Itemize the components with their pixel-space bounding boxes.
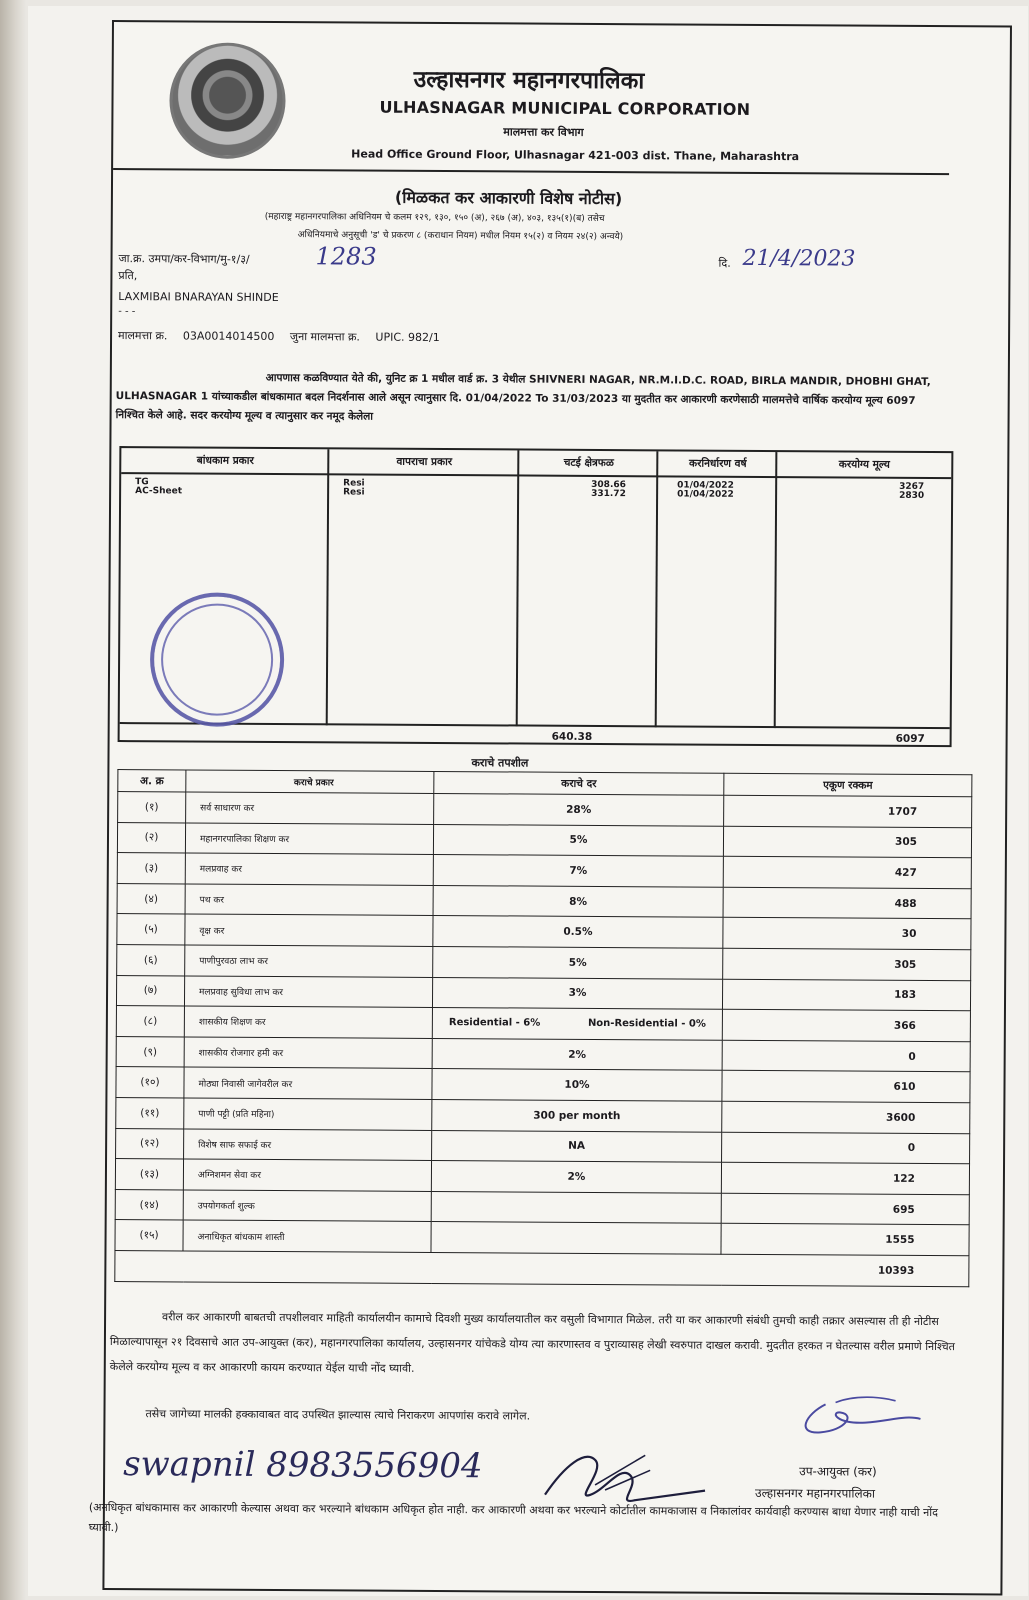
tax-rate: 8% bbox=[433, 885, 723, 917]
binding-edge bbox=[0, 0, 26, 1600]
intro-paragraph: आपणास कळविण्यात येते की, युनिट क्र 1 मधील वार्ड क्र. 3 येथील SHIVNERI NAGAR, NR.M.I.D.C. ROAD, BIRLA MANDIR, DHOBHI GHAT, ULHASNAGAR 1 यांच्याकडील बांधकामात बदल निदर्शनास आले असून त्यानुसार दि. 01/04/2022 To 31/03/2023 या मुदतीत कर आकारणी करणेसाठी मालमत्तेचे वार्षिक करयोग्य मूल्य 6097 निश्चित केले आहे. सदर करयोग्य मूल्य व त्यानुसार कर नमूद केलेला bbox=[115, 371, 931, 423]
assess-header-value: करयोग्य मूल्य bbox=[838, 458, 890, 471]
tax-rate-residential bbox=[449, 1018, 540, 1030]
assess-header-area: चटई क्षेत्रफळ bbox=[563, 456, 614, 470]
header-address: Head Office Ground Floor, Ulhasnagar 421-003 dist. Thane, Maharashtra bbox=[351, 147, 800, 164]
signatory-role: उप-आयुक्त (कर) bbox=[799, 1464, 877, 1479]
header-divider bbox=[113, 168, 949, 175]
nonresidential-label: Non-Residential - bbox=[587, 1018, 686, 1030]
tax-amount: 610 bbox=[722, 1071, 970, 1103]
tax-amount: 30 bbox=[723, 918, 971, 950]
tax-sn: (१३) bbox=[115, 1159, 183, 1190]
assess-construction-1: TG bbox=[135, 477, 149, 488]
assess-cell-year bbox=[677, 481, 734, 499]
tax-sn: (७) bbox=[116, 975, 184, 1006]
tax-total-blank bbox=[115, 1250, 183, 1281]
tax-rate: 0.5% bbox=[433, 916, 723, 948]
reference-label: जा.क्र. उमपा/कर-विभाग/मु-१/३/ bbox=[118, 252, 250, 266]
tax-rate: NA bbox=[432, 1130, 722, 1162]
assess-cell-usage bbox=[343, 479, 365, 497]
header-title-marathi: उल्हासनगर महानगरपालिका bbox=[413, 66, 645, 95]
tax-amount: 3600 bbox=[722, 1101, 970, 1133]
assess-header-usage: वापराचा प्रकार bbox=[396, 455, 453, 469]
tax-name: उपयोगकर्ता शुल्क bbox=[183, 1190, 431, 1222]
tax-sn: (८) bbox=[116, 1006, 184, 1037]
tax-amount: 427 bbox=[723, 856, 971, 888]
official-seal-stamp-icon bbox=[150, 592, 285, 727]
assess-cell-value bbox=[899, 483, 924, 501]
assess-header-year: करनिर्धारण वर्ष bbox=[688, 457, 747, 470]
assess-year-1: 01/04/2022 bbox=[677, 480, 734, 491]
tax-sn: (४) bbox=[117, 883, 185, 914]
notice-title: (मिळकत कर आकारणी विशेष नोटीस) bbox=[394, 187, 623, 209]
tax-rate bbox=[431, 1191, 721, 1223]
tax-rate: 5% bbox=[433, 946, 723, 978]
tax-name: महानगरपालिका शिक्षण कर bbox=[185, 823, 433, 855]
residential-rate: 6% bbox=[523, 1017, 541, 1030]
old-property-label: जुना मालमत्ता क्र. bbox=[289, 330, 360, 344]
tax-details-table bbox=[114, 769, 972, 1287]
tax-sn: (१४) bbox=[115, 1189, 183, 1220]
tax-name: अनाधिकृत बांधकाम शास्ती bbox=[183, 1220, 431, 1252]
assess-value-2: 2830 bbox=[899, 490, 925, 501]
to-label: प्रति, bbox=[118, 269, 138, 283]
tax-name: शासकीय शिक्षण कर bbox=[184, 1006, 432, 1038]
assess-area-1: 308.66 bbox=[591, 479, 626, 491]
nonresidential-rate: 0% bbox=[688, 1018, 706, 1031]
ownership-note: तसेच जागेच्या मालकी हक्कावाबत वाद उपस्थित झाल्यास त्याचे निराकरण आपणांस करावे लागेल. bbox=[145, 1407, 531, 1423]
corporation-logo-icon bbox=[169, 42, 286, 159]
tax-rate: 5% bbox=[433, 824, 723, 856]
tax-sn: (३) bbox=[117, 853, 185, 884]
tax-sn: (११) bbox=[116, 1097, 184, 1128]
tax-rate: 2% bbox=[431, 1161, 721, 1193]
tax-rate-nonresidential bbox=[588, 1018, 706, 1030]
tax-amount: 305 bbox=[723, 948, 971, 980]
tax-header-name: कराचे प्रकार bbox=[186, 770, 434, 794]
assess-area-2: 331.72 bbox=[591, 488, 626, 500]
tax-amount: 122 bbox=[721, 1162, 969, 1194]
assess-total-value: 6097 bbox=[895, 732, 925, 745]
tax-name: मोठ्या निवासी जागेवरील कर bbox=[184, 1067, 432, 1099]
tax-sn: (९) bbox=[116, 1036, 184, 1067]
tax-name: वृक्ष कर bbox=[185, 914, 433, 946]
assess-usage-2: Resi bbox=[343, 487, 365, 498]
reference-number-handwritten: 1283 bbox=[315, 242, 377, 271]
tax-name: मलप्रवाह कर bbox=[185, 853, 433, 885]
header-department: मालमत्ता कर विभाग bbox=[503, 125, 584, 139]
handwritten-note: swapnil 8983556904 bbox=[123, 1444, 483, 1487]
owner-dashes: - - - bbox=[118, 306, 136, 318]
legal-footnote: (अनधिकृत बांधकामास कर आकारणी केल्यास अथवा कर भरल्याने बांधकाम अधिकृत होत नाही. कर आकारणी अथवा कर भरल्याने कोर्टातील कामकाजास व निकालांवर कार्यवाही करण्यास बाधा येणार नाही याची नोंद घ्यावी.) bbox=[88, 1500, 939, 1535]
tax-amount: 488 bbox=[723, 887, 971, 919]
tax-name: पथ कर bbox=[185, 884, 433, 916]
official-signature-icon bbox=[795, 1384, 925, 1445]
tax-sn: (६) bbox=[117, 945, 185, 976]
notice-subtitle-2: अधिनियमाचे अनुसूची 'ड' चे प्रकरण ८ (कराधान नियम) मधील नियम १५(२) व नियम २४(२) अन्वये) bbox=[297, 230, 624, 243]
tax-rate-split-wrap bbox=[439, 1017, 716, 1030]
tax-sn: (१५) bbox=[115, 1220, 183, 1251]
tax-details-caption: कराचे तपशील bbox=[471, 756, 529, 770]
tax-sn: (२) bbox=[117, 822, 185, 853]
tax-amount: 183 bbox=[722, 979, 970, 1011]
tax-total-row bbox=[115, 1250, 969, 1286]
tax-amount: 0 bbox=[722, 1040, 970, 1072]
tax-rate: 28% bbox=[434, 793, 724, 825]
date-handwritten: 21/4/2023 bbox=[742, 245, 856, 272]
paper bbox=[28, 6, 1028, 1596]
tax-amount: 305 bbox=[723, 826, 971, 858]
body-paragraph: वरील कर आकारणी बाबतची तपशीलवार माहिती कार्यालयीन कामाचे दिवशी मुख्य कार्यालयातील कर वसुली विभागात मिळेल. तरी या कर आकारणी संबंधी तुमची काही तक्रार असल्यास ती ही नोटीस मिळाल्यापासून २१ दिवसाचे आत उप-आयुक्त (कर), महानगरपालिका कार्यालय, उल्हासनगर यांचेकडे योग्य त्या कारणास्तव व पुराव्यासह लेखी स्वरुपात दाखल करावी. मुदतीत हरकत न घेतल्यास वरील प्रमाणे निश्चित केलेले करयोग्य मूल्य व कर आकारणी कायम करण्यात येईल याची नोंद घ्यावी. bbox=[109, 1310, 955, 1375]
tax-sn: (१२) bbox=[116, 1128, 184, 1159]
tax-name: पाणी पट्टी (प्रति महिना) bbox=[184, 1098, 432, 1130]
tax-rate: 7% bbox=[433, 855, 723, 887]
tax-amount: 1555 bbox=[721, 1224, 969, 1256]
tax-sn: (५) bbox=[117, 914, 185, 945]
tax-sn: (१०) bbox=[116, 1067, 184, 1098]
tax-sn: (१) bbox=[118, 792, 186, 823]
tax-total-blank bbox=[431, 1252, 721, 1284]
notice-subtitle-1: (महाराष्ट्र महानगरपालिका अधिनियम चे कलम १२९, १३०, १५० (अ), २६७ (अ), ४०३, १३५(१)(ब) तसेच bbox=[264, 211, 605, 225]
tax-rate: 3% bbox=[432, 977, 722, 1009]
tax-name: अग्निशमन सेवा कर bbox=[183, 1159, 431, 1191]
tax-rate: 10% bbox=[432, 1069, 722, 1101]
property-line bbox=[118, 328, 452, 345]
assess-header-construction: बांधकाम प्रकार bbox=[196, 454, 254, 467]
tax-header-amount: एकूण रक्कम bbox=[724, 773, 972, 797]
tax-amount: 695 bbox=[721, 1193, 969, 1225]
property-label: मालमत्ता क्र. bbox=[118, 329, 168, 343]
signatory-org: उल्हासनगर महानगरपालिका bbox=[754, 1485, 876, 1501]
assess-construction-2: AC-Sheet bbox=[135, 486, 183, 497]
date-label: दि. bbox=[718, 256, 731, 270]
assess-total-area: 640.38 bbox=[551, 730, 593, 743]
tax-total-blank bbox=[183, 1251, 431, 1283]
tax-name: सर्व साधारण कर bbox=[186, 792, 434, 824]
header-title-english: ULHASNAGAR MUNICIPAL CORPORATION bbox=[379, 97, 751, 119]
tax-amount: 366 bbox=[722, 1009, 970, 1041]
tax-rate: 2% bbox=[432, 1038, 722, 1070]
tax-name: शासकीय रोजगार हमी कर bbox=[184, 1037, 432, 1069]
assess-value-1: 3267 bbox=[899, 481, 925, 492]
tax-name: पाणीपुरवठा लाभ कर bbox=[185, 945, 433, 977]
tax-header-sn: अ. क्र bbox=[118, 770, 186, 792]
tax-header-rate: कराचे दर bbox=[434, 771, 724, 795]
residential-label: Residential - bbox=[448, 1017, 520, 1029]
tax-amount: 1707 bbox=[724, 795, 972, 827]
tax-rate bbox=[431, 1222, 721, 1254]
tax-rate-split bbox=[432, 1008, 722, 1040]
assess-cell-construction bbox=[135, 478, 182, 496]
notice-sheet bbox=[88, 20, 1012, 1595]
assess-year-2: 01/04/2022 bbox=[677, 489, 734, 500]
assess-usage-1: Resi bbox=[343, 478, 365, 489]
upic-number: UPIC. 982/1 bbox=[375, 330, 440, 345]
owner-name: LAXMIBAI BNARAYAN SHINDE bbox=[118, 290, 279, 305]
tax-name: मलप्रवाह सुविधा लाभ कर bbox=[184, 976, 432, 1008]
tax-name: विशेष साफ सफाई कर bbox=[184, 1128, 432, 1160]
tax-rate: 300 per month bbox=[432, 1099, 722, 1131]
property-number: 03A0014014500 bbox=[182, 329, 275, 343]
assess-cell-area bbox=[591, 481, 626, 499]
tax-total-amount: 10393 bbox=[721, 1254, 969, 1286]
tax-amount: 0 bbox=[722, 1132, 970, 1164]
